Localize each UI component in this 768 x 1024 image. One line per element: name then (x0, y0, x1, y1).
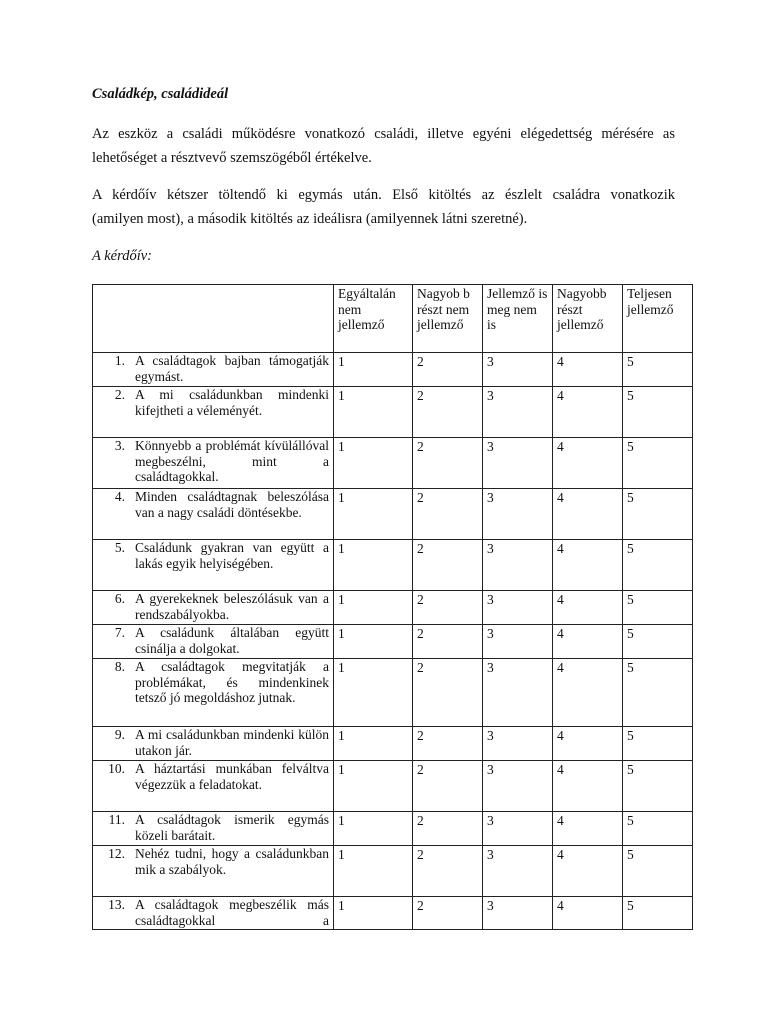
rating-cell-3[interactable]: 3 (483, 591, 553, 625)
rating-cell-4[interactable]: 4 (553, 438, 623, 489)
rating-cell-4[interactable]: 4 (553, 846, 623, 897)
document-title: Családkép, családideál (92, 86, 229, 102)
rating-cell-5[interactable]: 5 (623, 353, 693, 387)
item-text: A családtagok megvitatják a problémákat, és mindenkinek tetsző jó megoldáshoz jutnak. (135, 659, 329, 706)
rating-cell-5[interactable]: 5 (623, 387, 693, 438)
rating-cell-1[interactable]: 1 (334, 761, 413, 812)
rating-cell-4[interactable]: 4 (553, 353, 623, 387)
item-number: 9. (114, 727, 125, 742)
item-number: 8. (114, 659, 125, 674)
item-number: 13. (108, 897, 125, 912)
rating-cell-2[interactable]: 2 (413, 897, 483, 930)
item-cell (93, 812, 334, 846)
item-cell (93, 489, 334, 540)
table-row (93, 489, 693, 540)
rating-cell-3[interactable]: 3 (483, 897, 553, 930)
item-text: A mi családunkban mindenki külön utakon jár. (135, 727, 329, 758)
rating-cell-5[interactable]: 5 (623, 591, 693, 625)
rating-cell-4[interactable]: 4 (553, 659, 623, 727)
rating-cell-2[interactable]: 2 (413, 438, 483, 489)
rating-cell-5[interactable]: 5 (623, 812, 693, 846)
item-number: 6. (114, 591, 125, 606)
rating-cell-2[interactable]: 2 (413, 387, 483, 438)
header-scale-4: Nagyobb részt jellemző (553, 285, 623, 353)
rating-cell-1[interactable]: 1 (334, 659, 413, 727)
rating-cell-3[interactable]: 3 (483, 540, 553, 591)
item-cell (93, 659, 334, 727)
rating-cell-3[interactable]: 3 (483, 812, 553, 846)
item-number: 10. (108, 761, 125, 776)
paragraph-line: (amilyen most), a második kitöltés az ideálisra (amilyennek látni szeretné). (92, 211, 528, 227)
table-row (93, 353, 693, 387)
table-row (93, 540, 693, 591)
item-cell (93, 438, 334, 489)
rating-cell-3[interactable]: 3 (483, 625, 553, 659)
item-number: 3. (114, 438, 125, 453)
item-cell (93, 387, 334, 438)
intro-paragraph-1 (92, 122, 675, 170)
questionnaire-table (92, 284, 693, 930)
table-row (93, 727, 693, 761)
rating-cell-2[interactable]: 2 (413, 812, 483, 846)
item-cell (93, 540, 334, 591)
table-row (93, 761, 693, 812)
table-row (93, 591, 693, 625)
rating-cell-1[interactable]: 1 (334, 625, 413, 659)
rating-cell-1[interactable]: 1 (334, 846, 413, 897)
rating-cell-5[interactable]: 5 (623, 625, 693, 659)
rating-cell-4[interactable]: 4 (553, 489, 623, 540)
item-number: 12. (108, 846, 125, 861)
rating-cell-2[interactable]: 2 (413, 353, 483, 387)
header-scale-5: Teljesen jellemző (623, 285, 693, 353)
table-row (93, 387, 693, 438)
item-text: A háztartási munkában felváltva végezzük a feladatokat. (135, 761, 329, 792)
rating-cell-5[interactable]: 5 (623, 897, 693, 930)
item-text: A mi családunkban mindenki kifejtheti a véleményét. (135, 387, 329, 418)
item-text: A gyerekeknek beleszólásuk van a rendszabályokba. (135, 591, 329, 622)
rating-cell-4[interactable]: 4 (553, 812, 623, 846)
rating-cell-2[interactable]: 2 (413, 659, 483, 727)
item-cell (93, 727, 334, 761)
rating-cell-5[interactable]: 5 (623, 761, 693, 812)
header-empty-cell (93, 285, 334, 353)
rating-cell-5[interactable]: 5 (623, 540, 693, 591)
rating-cell-5[interactable]: 5 (623, 489, 693, 540)
rating-cell-4[interactable]: 4 (553, 591, 623, 625)
item-text: A családtagok bajban támogatják egymást. (135, 353, 329, 384)
rating-cell-1[interactable]: 1 (334, 353, 413, 387)
questionnaire-body (93, 353, 693, 930)
paragraph-line: Az eszköz a családi működésre vonatkozó családi, illetve egyéni elégedettség mérésére as (92, 126, 675, 142)
rating-cell-1[interactable]: 1 (334, 897, 413, 930)
rating-cell-5[interactable]: 5 (623, 438, 693, 489)
rating-cell-1[interactable]: 1 (334, 540, 413, 591)
item-number: 1. (114, 353, 125, 368)
rating-cell-4[interactable]: 4 (553, 540, 623, 591)
table-row (93, 846, 693, 897)
item-number: 7. (114, 625, 125, 640)
rating-cell-3[interactable]: 3 (483, 353, 553, 387)
item-text: Minden családtagnak beleszólása van a nagy családi döntésekbe. (135, 489, 329, 520)
rating-cell-3[interactable]: 3 (483, 761, 553, 812)
rating-cell-4[interactable]: 4 (553, 897, 623, 930)
rating-cell-1[interactable]: 1 (334, 387, 413, 438)
rating-cell-3[interactable]: 3 (483, 387, 553, 438)
paragraph-line: lehetőséget a résztvevő szemszögéből értékelve. (92, 150, 372, 166)
rating-cell-2[interactable]: 2 (413, 846, 483, 897)
rating-cell-5[interactable]: 5 (623, 846, 693, 897)
item-cell (93, 897, 334, 930)
rating-cell-3[interactable]: 3 (483, 846, 553, 897)
rating-cell-2[interactable]: 2 (413, 727, 483, 761)
table-row (93, 812, 693, 846)
rating-cell-2[interactable]: 2 (413, 489, 483, 540)
item-text: Nehéz tudni, hogy a családunkban mik a szabályok. (135, 846, 329, 877)
rating-cell-2[interactable]: 2 (413, 625, 483, 659)
item-cell (93, 761, 334, 812)
rating-cell-2[interactable]: 2 (413, 540, 483, 591)
rating-cell-4[interactable]: 4 (553, 387, 623, 438)
item-cell (93, 353, 334, 387)
rating-cell-2[interactable]: 2 (413, 761, 483, 812)
item-text: A családtagok ismerik egymás közeli barátait. (135, 812, 329, 843)
header-scale-3: Jellemző is meg nem is (483, 285, 553, 353)
paragraph-line: A kérdőív kétszer töltendő ki egymás után. Első kitöltés az észlelt családra vonatkozik (92, 187, 675, 203)
item-text: A családtagok megbeszélik más családtagokkal a (135, 897, 329, 928)
rating-cell-3[interactable]: 3 (483, 438, 553, 489)
item-cell (93, 846, 334, 897)
table-row (93, 438, 693, 489)
table-row (93, 659, 693, 727)
rating-cell-3[interactable]: 3 (483, 659, 553, 727)
rating-cell-1[interactable]: 1 (334, 727, 413, 761)
rating-cell-1[interactable]: 1 (334, 489, 413, 540)
rating-cell-1[interactable]: 1 (334, 591, 413, 625)
rating-cell-4[interactable]: 4 (553, 727, 623, 761)
item-number: 4. (114, 489, 125, 504)
rating-cell-4[interactable]: 4 (553, 625, 623, 659)
questionnaire-subtitle: A kérdőív: (92, 248, 152, 264)
item-cell (93, 591, 334, 625)
rating-cell-3[interactable]: 3 (483, 489, 553, 540)
table-row (93, 897, 693, 930)
intro-paragraph-2 (92, 183, 675, 231)
rating-cell-1[interactable]: 1 (334, 438, 413, 489)
item-text: Könnyebb a problémát kívülállóval megbeszélni, mint a családtagokkal. (135, 438, 329, 485)
table-row (93, 625, 693, 659)
rating-cell-5[interactable]: 5 (623, 659, 693, 727)
item-text: Családunk gyakran van együtt a lakás egyik helyiségében. (135, 540, 329, 571)
rating-cell-1[interactable]: 1 (334, 812, 413, 846)
rating-cell-3[interactable]: 3 (483, 727, 553, 761)
item-number: 11. (108, 812, 125, 827)
item-text: A családunk általában együtt csinálja a dolgokat. (135, 625, 329, 656)
table-header-row (93, 285, 693, 353)
rating-cell-4[interactable]: 4 (553, 761, 623, 812)
item-cell (93, 625, 334, 659)
item-number: 5. (114, 540, 125, 555)
item-number: 2. (114, 387, 125, 402)
header-scale-2: Nagyob b részt nem jellemző (413, 285, 483, 353)
header-scale-1: Egyáltalán nem jellemző (334, 285, 413, 353)
rating-cell-2[interactable]: 2 (413, 591, 483, 625)
rating-cell-5[interactable]: 5 (623, 727, 693, 761)
